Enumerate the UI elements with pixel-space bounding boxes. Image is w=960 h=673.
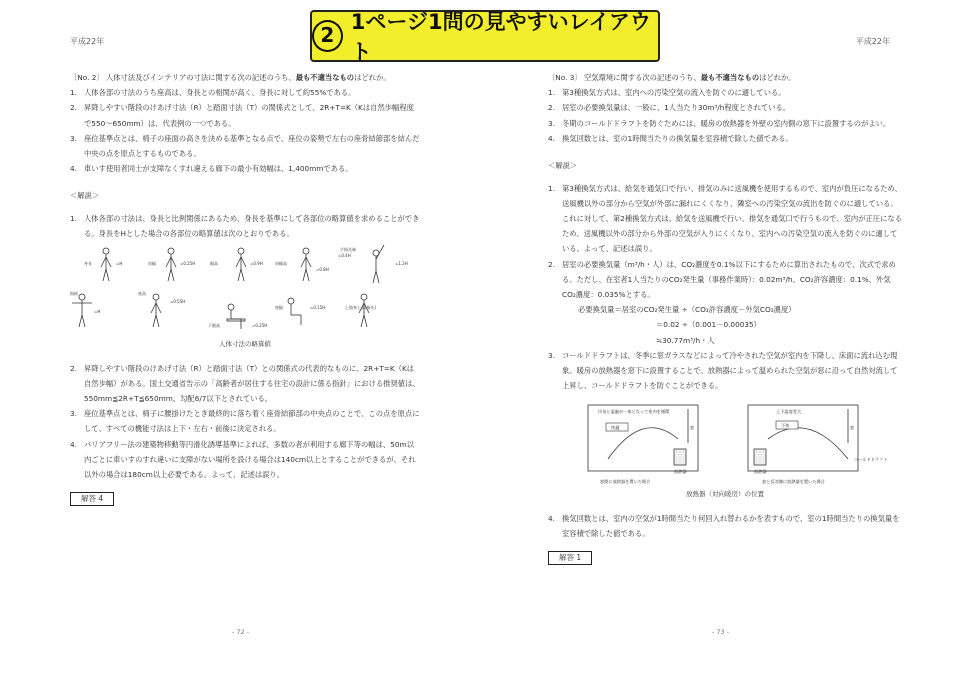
explanation-heading: ＜解説＞ (70, 191, 100, 201)
svg-text:不快: 不快 (781, 423, 790, 429)
svg-text:=H: =H (116, 261, 123, 267)
explanation-item: 3. 座位基準点とは、椅子に腰掛けたとき最終的に落ち着く座骨結節部の中央点のことで、この点を原点にして、すべての機能寸法は上下・左右・前後に決定される。 (70, 409, 420, 434)
svg-text:=0.25H: =0.25H (180, 261, 196, 267)
layout-banner (310, 10, 660, 62)
era-label-right: 平成22年 (855, 37, 890, 46)
svg-text:上肢挙上高(指先): 上肢挙上高(指先) (345, 305, 377, 311)
question-label: 〔No. 3〕 (548, 73, 582, 82)
option-item: 4. 車いす使用者同士が支障なくすれ違える廊下の最小有効幅は、1,400mmである。 (70, 164, 353, 174)
svg-text:窓: 窓 (850, 425, 855, 431)
svg-text:=0.9H: =0.9H (250, 261, 263, 267)
svg-text:肩峰高: 肩峰高 (275, 261, 287, 267)
svg-text:身長: 身長 (84, 261, 92, 267)
svg-text:上下温度差大: 上下温度差大 (776, 409, 802, 415)
figure-caption: 人体寸法の略算値 (219, 340, 271, 349)
option-item: 1. 人体各部の寸法のうち座高は、身長との相関が高く、身長に対して約55%である。 (70, 88, 356, 98)
svg-text:下腿高: 下腿高 (208, 323, 220, 329)
svg-text:肩幅: 肩幅 (148, 261, 156, 267)
svg-text:=0.15H: =0.15H (310, 305, 326, 311)
explanation-item: 4. バリアフリー法の建築物移動等円滑化誘導基準によれば、多数の者が利用する廊下等の幅は、50m以内ごとに車いすのすれ違いに支障がない場所を設ける場合は140cm以上とすることができるが、それ以外の場合は180cm以上必要である。よって、記述は誤り。 (70, 439, 416, 479)
svg-text:窓際に放熱器を置いた場合: 窓際に放熱器を置いた場合 (600, 479, 651, 485)
question-text-bold: 最も不適当なもの (700, 73, 760, 82)
question-label: 〔No. 2〕 (70, 73, 104, 82)
figure-caption: 放熱器（対向暖房）の位置 (686, 490, 764, 499)
explanation-item: 2. 居室の必要換気量（m³/h・人）は、CO₂濃度を0.1%以下にするために算出されたもので、次式で求める。ただし、在室者1人当たりのCO₂発生量（事務作業時）：0.02m³/h、CO₂許容濃度：0.1%、外気CO₂濃度：0.035%とする。 (548, 259, 896, 299)
option-item: 3. 冬期のコールドドラフトを防ぐためには、暖房の放熱器を外壁の室内側の窓下に設置するのがよい。 (548, 118, 891, 128)
svg-text:窓: 窓 (690, 425, 695, 431)
svg-text:=0.4H: =0.4H (338, 253, 351, 259)
left-page (70, 70, 420, 506)
option-item: 4. 換気回数とは、室の1時間当たりの換気量を室容積で除した値である。 (548, 133, 793, 143)
equation-line: ＝0.02 ÷（0.001－0.00035） (656, 320, 761, 330)
option-item: 1. 第3種換気方式は、室内への汚染空気の流入を防ぐのに適している。 (548, 88, 786, 98)
body-figure-drawing (70, 245, 420, 335)
svg-text:冷気と温風が一体となって室内を循環: 冷気と温風が一体となって室内を循環 (598, 409, 670, 415)
svg-text:=H: =H (94, 309, 101, 315)
equation-line: 必要換気量＝居室のCO₂発生量 ÷（CO₂許容濃度－外気CO₂濃度） (578, 305, 796, 315)
svg-text:=0.8H: =0.8H (316, 267, 329, 273)
explanation-item: 2. 昇降しやすい階段のけあげ寸法（R）と踏面寸法（T）との関係式の代表的なものに、2R+T=K（Kは自然歩幅）がある。国土交通省告示の「高齢者が居住する住宅の設計に係る指針」における推奨値は、550mm≦2R+T≦650mm、勾配6/7以下とされている。 (70, 363, 420, 403)
banner-title: 1ページ1問の見やすいレイアウト (350, 10, 651, 64)
question-heading (70, 70, 420, 85)
question-text-bold: 最も不適当なもの (295, 73, 355, 82)
svg-text:手指先端: 手指先端 (340, 247, 356, 253)
era-label-left: 平成22年 (70, 37, 105, 46)
equation-line: ≒30.77m³/h・人 (656, 335, 715, 345)
question-text-before: 空気環境に関する次の記述のうち、 (584, 73, 701, 82)
option-item: 2. 昇降しやすい階段のけあげ寸法（R）と踏面寸法（T）の関係式として、2R+T=K（Kは自然歩幅程度で550〜650mm）は、代表例の一つである。 (70, 103, 414, 128)
radiator-figure (548, 399, 902, 487)
body-dimension-figure (70, 245, 420, 337)
svg-text:窓と反対側に放熱器を置いた場合: 窓と反対側に放熱器を置いた場合 (762, 479, 825, 485)
svg-text:=0.55H: =0.55H (170, 299, 186, 305)
svg-text:眼高: 眼高 (210, 261, 218, 267)
svg-text:=0.25H: =0.25H (252, 323, 268, 329)
page-number-right: - 73 - (712, 628, 730, 636)
explanation-item: 4. 換気回数とは、室内の空気が1時間当たり何回入れ替わるかを表すもので、室の1時間当たりの換気量を室容積で除した値である。 (548, 513, 900, 538)
answer-box: 解答 4 (70, 492, 114, 506)
svg-text:座幅: 座幅 (275, 305, 283, 311)
svg-text:指極: 指極 (70, 291, 78, 297)
option-item: 2. 居室の必要換気量は、一般に、1人当たり30m³/h程度とされている。 (548, 103, 791, 113)
svg-text:コールドドラフト: コールドドラフト (854, 457, 888, 463)
option-item: 3. 座位基準点とは、椅子の座面の高さを決める基準となる点で、座位の姿勢で左右の座骨結節部を結んだ中央の点を原点とするものである。 (70, 133, 420, 159)
svg-text:座高: 座高 (138, 291, 146, 297)
question-heading (548, 70, 902, 85)
banner-number: 2 (312, 20, 343, 52)
question-text-before: 人体寸法及びインテリアの寸法に関する次の記述のうち、 (106, 73, 296, 82)
right-page (548, 70, 902, 565)
explanation-item: 1. 第3種換気方式は、給気を通気口で行い、排気のみに送風機を使用するもので、室内が負圧になるため、送風機以外の部分から空気が外部に漏れにくくなり、隣室への汚染空気の流出を防ぐのに適している。これに対して、第2種換気方式は、給気を送風機で行い、排気を通気口で行うもので、室内が正圧になるため、送風機以外の部分から外部の空気が入りにくくなり、室内への汚染空気の流入を防ぐのに適している。よって、記述は誤り。 (548, 183, 903, 254)
svg-text:放熱器: 放熱器 (674, 469, 687, 475)
svg-text:放熱器: 放熱器 (754, 469, 767, 475)
svg-text:=1.2H: =1.2H (395, 261, 408, 267)
radiator-drawing (548, 399, 902, 487)
page-number-left: - 72 - (232, 628, 250, 636)
explanation-item: 1. 人体各部の寸法は、身長と比例関係にあるため、身長を基準にして各部位の略算値を求めることができる。身長をHとした場合の各部位の略算値は次のとおりである。 (70, 213, 420, 239)
question-text-after: はどれか。 (354, 73, 391, 82)
answer-box: 解答 1 (548, 551, 592, 565)
question-text-after: はどれか。 (759, 73, 796, 82)
svg-text:快適: 快適 (611, 425, 620, 431)
explanation-heading: ＜解説＞ (548, 161, 578, 171)
explanation-item: 3. コールドドラフトは、冬季に窓ガラスなどによって冷やされた空気が室内を下降し、床面に流れ込む現象。暖房の放熱器を窓下に設置することで、放熱器によって温められた空気が窓に沿って自然対流して上昇し、コールドドラフトを防ぐことができる。 (548, 350, 898, 391)
